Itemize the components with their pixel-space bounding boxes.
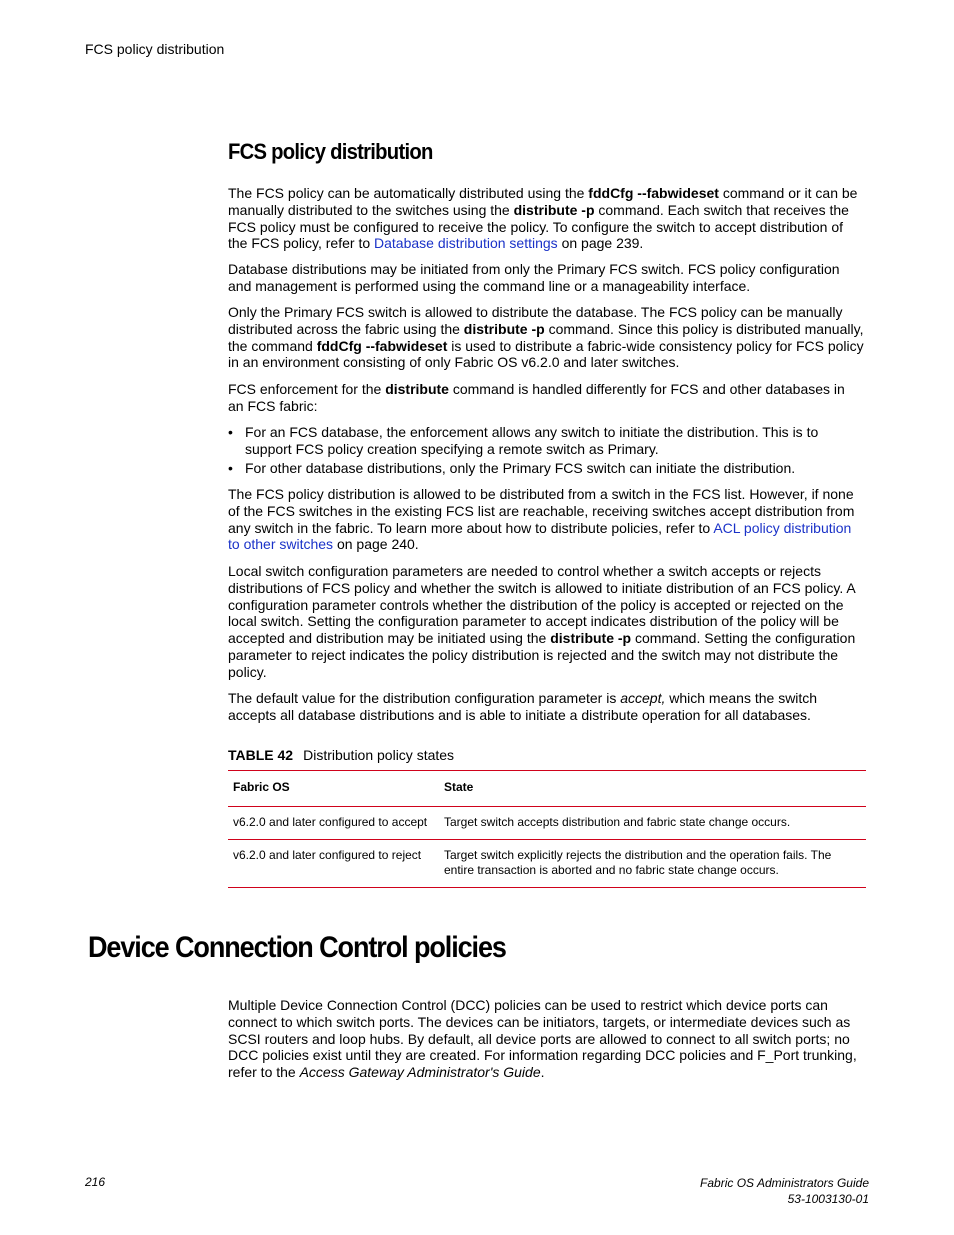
table-cell: v6.2.0 and later configured to accept bbox=[233, 815, 428, 829]
paragraph-manual-distribution: Only the Primary FCS switch is allowed to distribute the database. The FCS policy can be manually distributed across the fabric using the distribute -p command. Since this policy is distributed manually, the command fddCfg --fabwideset is used to distribute a fabric-wide consistency policy for FCS policy in an environment consisting of only Fabric OS v6.2.0 and later switches. bbox=[228, 304, 864, 371]
table-caption: TABLE 42 Distribution policy states bbox=[228, 747, 455, 763]
paragraph-primary-fcs: Database distributions may be initiated from only the Primary FCS switch. FCS policy configuration and management is performed using the command line or a manageability interface. bbox=[228, 261, 840, 294]
distribution-policy-table bbox=[228, 770, 866, 888]
paragraph-enforcement: FCS enforcement for the distribute command is handled differently for FCS and other databases in an FCS fabric: bbox=[228, 381, 845, 414]
list-item: • For an FCS database, the enforcement allows any switch to initiate the distribution. This is to support FCS policy creation specifying a remote switch as Primary. bbox=[228, 424, 819, 457]
bullet-list bbox=[228, 424, 864, 478]
book-title: Fabric OS Administrators Guide bbox=[700, 1176, 869, 1190]
paragraph-config-parameters: Local switch configuration parameters are needed to control whether a switch accepts or rejects distributions of FCS policy and whether the switch is allowed to initiate distribution of an FCS policy. A configuration parameter controls whether the distribution of the policy is accepted or rejected on the local switch. Setting the configuration parameter to accept indicates distribution of the policy will be accepted and distribution may be initiated using the distribute -p command. Setting the configuration parameter to reject indicates the policy distribution is rejected and the switch may not distribute the policy. bbox=[228, 563, 856, 680]
table-row bbox=[228, 840, 866, 888]
paragraph-fcs-list: The FCS policy distribution is allowed to be distributed from a switch in the FCS list. However, if none of the FCS switches in the existing FCS list are reachable, receiving switches accept distribution from any switch in the fabric. To learn more about how to distribute policies, refer to ACL policy distribution to other switches on page 240. bbox=[228, 486, 855, 553]
list-item: • For other database distributions, only the Primary FCS switch can initiate the distribution. bbox=[228, 459, 796, 476]
paragraph-fcs-distribution: The FCS policy can be automatically distributed using the fddCfg --fabwideset command or it can be manually distributed to the switches using the distribute -p command. Each switch that receives the FCS policy must be configured to receive the policy. To configure the switch to accept distribution of the FCS policy, refer to Database distribution settings on page 239. bbox=[228, 185, 858, 252]
table-row bbox=[228, 807, 866, 840]
table-cell: v6.2.0 and later configured to reject bbox=[233, 848, 422, 862]
link-database-distribution-settings[interactable]: Database distribution settings bbox=[374, 235, 558, 252]
doc-number: 53-1003130-01 bbox=[787, 1192, 869, 1206]
running-header: FCS policy distribution bbox=[85, 41, 225, 57]
table-cell: Target switch explicitly rejects the distribution and the operation fails. The entire transaction is aborted and no fabric state change occurs. bbox=[444, 848, 832, 877]
paragraph-dcc-policies: Multiple Device Connection Control (DCC) policies can be used to restrict which device ports can connect to which switch ports. The devices can be initiators, targets, or intermediate devices such as SCSI routers and loop hubs. By default, all device ports are allowed to connect to all switch ports; no DCC policies exist until they are created. For information regarding DCC policies and F_Port trunking, refer to the Access Gateway Administrator's Guide. bbox=[228, 997, 857, 1081]
chapter-title: Device Connection Control policies bbox=[88, 931, 506, 964]
column-header-fabric-os: Fabric OS bbox=[233, 780, 290, 794]
table-cell: Target switch accepts distribution and fabric state change occurs. bbox=[444, 815, 791, 829]
paragraph-default-value: The default value for the distribution configuration parameter is accept, which means the switch accepts all database distributions and is able to initiate a distribute operation for all databases. bbox=[228, 690, 818, 723]
page-number: 216 bbox=[85, 1175, 106, 1189]
link-acl-policy-distribution[interactable]: ACL policy distribution to other switches bbox=[228, 519, 852, 553]
column-header-state: State bbox=[444, 780, 474, 794]
command-distribute: distribute -p bbox=[513, 201, 595, 218]
footer-doc-info bbox=[700, 1175, 869, 1207]
command-fddcfg: fddCfg --fabwideset bbox=[588, 185, 719, 201]
table-header-row bbox=[228, 771, 866, 807]
section-title: FCS policy distribution bbox=[228, 139, 433, 164]
